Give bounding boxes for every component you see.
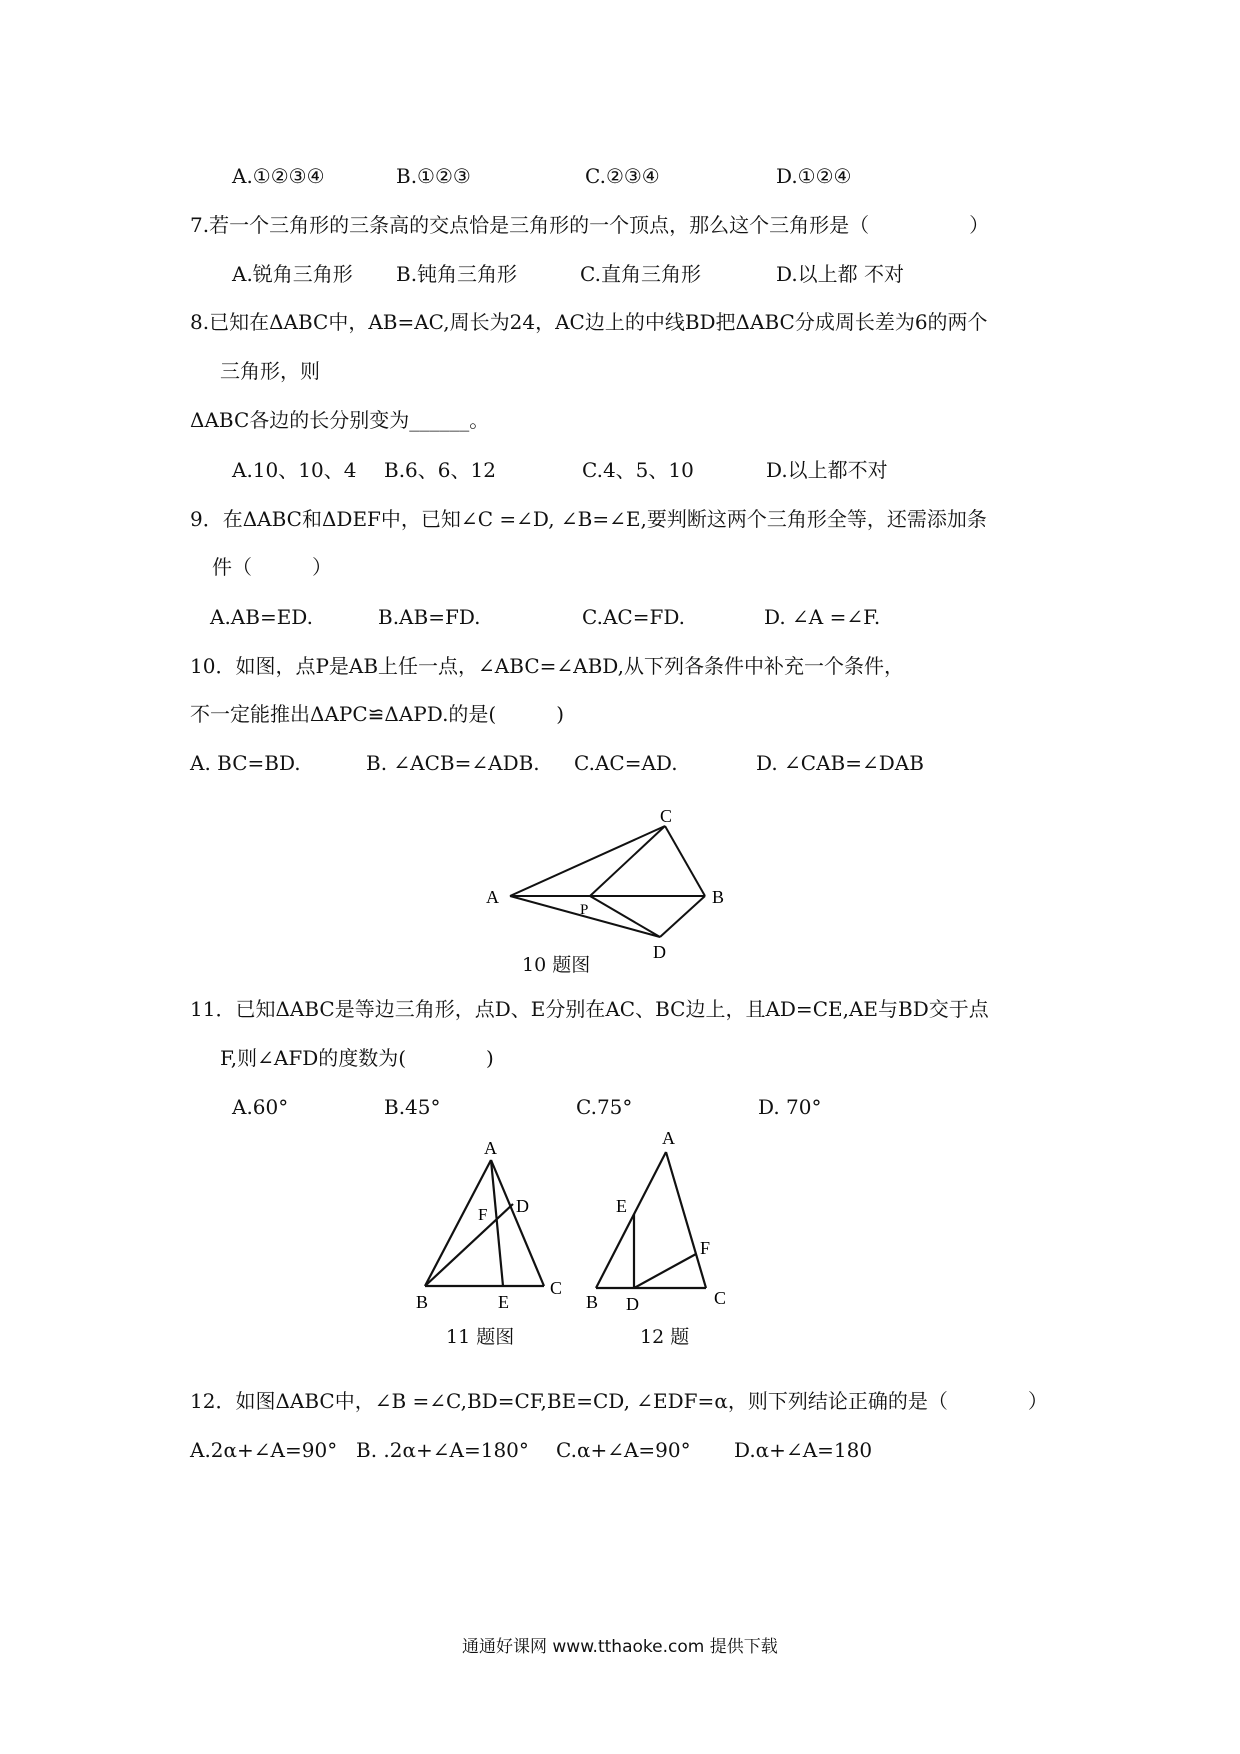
q9-option-c: C.AC=FD. bbox=[582, 605, 686, 629]
q7-stem: 7.若一个三角形的三条高的交点恰是三角形的一个顶点，那么这个三角形是（ ） bbox=[190, 213, 990, 237]
q7-option-c: C.直角三角形 bbox=[580, 262, 701, 286]
q11-option-d: D. 70° bbox=[758, 1095, 822, 1119]
q12-line-1: 12．如图ΔABC中，∠B =∠C,BD=CF,BE=CD, ∠EDF=α，则下列结论正确的是（ ） bbox=[190, 1389, 1048, 1413]
q9-option-d: D. ∠A =∠F. bbox=[764, 605, 881, 629]
q10-label-b: B bbox=[712, 887, 725, 907]
q9-line-1: 9．在ΔABC和ΔDEF中，已知∠C =∠D, ∠B=∠E,要判断这两个三角形全等，还需添加条 bbox=[190, 507, 987, 531]
q8-line-1: 8.已知在ΔABC中，AB=AC,周长为24，AC边上的中线BD把ΔABC分成周长差为6的两个 bbox=[190, 310, 988, 334]
q10-label-a: A bbox=[486, 887, 499, 907]
q8-line-3: ΔABC各边的长分别变为______。 bbox=[190, 408, 490, 432]
q12-figure bbox=[582, 1122, 742, 1312]
q11-line-2: F,则∠AFD的度数为( ) bbox=[220, 1046, 494, 1070]
q11-figure-caption: 11 题图 bbox=[446, 1326, 515, 1348]
q9-line-2: 件（ ） bbox=[212, 555, 332, 579]
q11-label-d: D bbox=[516, 1196, 529, 1216]
q8-option-d: D.以上都不对 bbox=[766, 458, 888, 482]
q9-option-a: A.AB=ED. bbox=[210, 605, 313, 629]
q6-option-c: C.②③④ bbox=[585, 164, 660, 188]
q10-label-d: D bbox=[653, 942, 666, 962]
q7-option-d: D.以上都 不对 bbox=[776, 262, 905, 286]
q11-option-b: B.45° bbox=[384, 1095, 441, 1119]
q11-label-f: F bbox=[478, 1205, 488, 1224]
q10-figure-caption: 10 题图 bbox=[522, 954, 591, 976]
q8-option-a: A.10、10、4 bbox=[232, 458, 357, 482]
q12-option-d: D.α+∠A=180 bbox=[734, 1438, 873, 1462]
q11-label-c: C bbox=[550, 1278, 563, 1298]
q11-label-e: E bbox=[498, 1292, 509, 1312]
q12-label-d: D bbox=[626, 1294, 639, 1312]
q12-label-b: B bbox=[586, 1292, 599, 1312]
q10-line-1: 10．如图，点P是AB上任一点，∠ABC=∠ABD,从下列各条件中补充一个条件， bbox=[190, 654, 904, 678]
q11-option-a: A.60° bbox=[232, 1095, 289, 1119]
q6-option-a: A.①②③④ bbox=[232, 164, 325, 188]
q11-figure bbox=[410, 1132, 570, 1312]
q12-option-c: C.α+∠A=90° bbox=[556, 1438, 691, 1462]
q11-label-a: A bbox=[484, 1138, 497, 1158]
q10-option-b: B. ∠ACB=∠ADB. bbox=[366, 751, 540, 775]
q12-option-b: B. .2α+∠A=180° bbox=[356, 1438, 529, 1462]
q10-option-c: C.AC=AD. bbox=[574, 751, 678, 775]
q12-label-f: F bbox=[700, 1238, 711, 1258]
q10-option-a: A. BC=BD. bbox=[190, 751, 301, 775]
q12-figure-caption: 12 题 bbox=[640, 1326, 690, 1348]
q11-option-c: C.75° bbox=[576, 1095, 633, 1119]
q11-line-1: 11．已知ΔABC是等边三角形，点D、E分别在AC、BC边上，且AD=CE,AE与BD交于点 bbox=[190, 997, 989, 1021]
q10-option-d: D. ∠CAB=∠DAB bbox=[756, 751, 924, 775]
q7-option-b: B.钝角三角形 bbox=[396, 262, 518, 286]
q10-figure bbox=[480, 810, 750, 970]
q10-label-p: P bbox=[580, 902, 589, 918]
q9-option-b: B.AB=FD. bbox=[378, 605, 481, 629]
q10-line-2: 不一定能推出ΔAPC≌ΔAPD.的是( ) bbox=[190, 702, 565, 726]
q11-label-b: B bbox=[416, 1292, 429, 1312]
q12-label-e: E bbox=[616, 1196, 627, 1216]
q8-line-2: 三角形，则 bbox=[220, 359, 320, 383]
q12-label-c: C bbox=[714, 1288, 727, 1308]
q7-option-a: A.锐角三角形 bbox=[232, 262, 353, 286]
q8-option-c: C.4、5、10 bbox=[582, 458, 694, 482]
q12-option-a: A.2α+∠A=90° bbox=[190, 1438, 338, 1462]
q10-label-c: C bbox=[660, 810, 673, 826]
q6-option-b: B.①②③ bbox=[396, 164, 471, 188]
q6-option-d: D.①②④ bbox=[776, 164, 852, 188]
q8-option-b: B.6、6、12 bbox=[384, 458, 496, 482]
page-footer: 通通好课网 www.tthaoke.com 提供下载 bbox=[462, 1637, 778, 1657]
q12-label-a: A bbox=[662, 1128, 675, 1148]
